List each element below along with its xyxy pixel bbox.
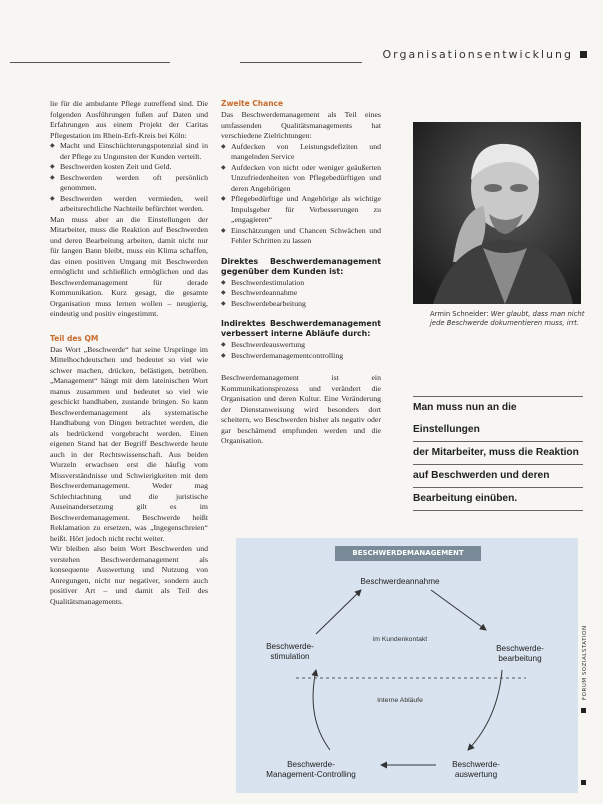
arrow-stimulation-annahme (316, 590, 361, 634)
node-line: bearbeitung (498, 654, 542, 663)
col1-heading: Teil des QM (50, 333, 99, 343)
node-line: Beschwerde- (452, 760, 500, 769)
pull-quote-line: Bearbeitung einüben. (413, 487, 583, 511)
portrait-photo (413, 122, 581, 304)
list-item: ◆ Einschätzungen und Chancen Schwächen und Fehler Schritten zu lassen (221, 226, 381, 247)
list-item: ◆ Macht und Einschüchterungspotenzial sind in der Pflege zu Ungunsten der Kunden verteilt. (50, 141, 208, 162)
list-item: ◆ Beschwerden werden oft persönlich genommen. (50, 173, 208, 194)
col2-intro: Das Beschwerdemanagement als Teil eines umfassenden Qualitätsmanagements hat verschiedene Zielrichtungen: (221, 110, 381, 140)
pull-quote-line: Man muss nun an die Einstellungen (413, 396, 583, 441)
node-line: Management-Controlling (266, 770, 356, 779)
header-rule-right (240, 62, 362, 63)
header-rule-left (10, 62, 170, 63)
node-line: Beschwerde- (287, 760, 335, 769)
side-square-icon (581, 708, 586, 713)
node-line: stimulation (270, 652, 310, 661)
list-item: ◆ Aufdecken von nicht oder weniger geäußerten Unzufriedenheiten von Pflegebedürftigen und deren Angehörigen (221, 163, 381, 195)
arrow-annahme-bearbeitung (431, 590, 486, 630)
list-item: ◆ Beschwerdebearbeitung (221, 299, 381, 310)
diagram-node-bearbeitung (480, 644, 560, 664)
list-item: ◆ Beschwerdemanagementcontrolling (221, 351, 381, 362)
pull-quote (413, 396, 583, 511)
col1-intro: lie für die ambulante Pflege zutreffend sind. Die folgenden Ausführungen fußen auf Daten und Erfahrungen aus einem Projekt der Caritas Pflegestation im Rhein-Erft-Kreis bei Köln: (50, 99, 208, 140)
portrait-illustration (413, 122, 581, 304)
caption-quote: Wer glaubt, dass man nicht jede Beschwerde dokumentieren muss, irrt. (430, 310, 585, 327)
header-square-icon (580, 51, 587, 58)
col2-bullet-list (221, 142, 381, 247)
photo-caption (430, 310, 590, 328)
diagram-node-annahme: Beschwerdeannahme (360, 577, 440, 586)
col2-paragraph: Beschwerdemanagement ist ein Kommunikationsprozess und verändert die Organisation und deren Kultur. Eine Veränderung der Dienstanweisung wird besonders dort scheitern, wo Beschwerden bisher als negativ oder gar beschämend empfunden werden und die Organisation. (221, 373, 381, 445)
col1-bullet-list (50, 141, 208, 215)
col1-paragraph: Wir bleiben also beim Wort Beschwerden und verstehen Beschwerdemanagement als konsequente Auswertung und Nutzung von Anregungen, nicht nur negativer, sondern auch positiver Art – und damit als Teil des Qualitätsmanagements. (50, 544, 208, 606)
direct-list (221, 278, 381, 310)
diagram-node-stimulation (250, 642, 330, 662)
node-line: Beschwerde- (496, 644, 544, 653)
pull-quote-line: auf Beschwerden und deren (413, 464, 583, 487)
caption-name: Armin Schneider: (430, 310, 489, 318)
list-item: ◆ Beschwerdestimulation (221, 278, 381, 289)
diagram-title: BESCHWERDEMANAGEMENT (335, 546, 481, 561)
zone-label-interne-ablaeufe: Interne Abläufe (377, 697, 423, 704)
diagram-node-controlling (246, 760, 376, 780)
col1-paragraph: Das Wort „Beschwerde“ hat seine Ursprünge im Mittelhochdeutschen und bedeutet so viel wie schwer machen, drücken, belästigen, betrüben. „Management“ hängt mit dem lateinischen Wort manus zusammen und bedeutet so viel wie geschickt handhaben, zustande bringen. So kann Beschwerdemanagement als systematische Handhabung von Dingen betrachtet werden, die als bedrückend vorgebracht werden. Einen eigenen Stand hat der Begriff Beschwerde heute auch in der Rechtswissenschaft. Aus beiden Wurzeln erwachsen erst die häufig vom Missverständnisse und Schwierigkeiten mit dem Beschwerdemanagement. Weder mag Schlechtachtung und die juristische Auseinandersetzung gilt es im Beschwerdemanagement. Beschwerde heißt Reklamation zu ersetzen, was „Ingegenschreien“ heißt. Hört jedoch nicht recht weiter. (50, 344, 208, 543)
list-item: ◆ Beschwerden werden vermieden, weil arbeitsrechtliche Nachteile befürchtet werden. (50, 194, 208, 215)
side-square-icon (581, 780, 586, 785)
list-item: ◆ Pflegebedürftige und Angehörige als wichtige Impulsgeber für Verbesserungen zu „engagieren“ (221, 194, 381, 226)
list-item: ◆ Aufdecken von Leistungsdefiziten und mangelnden Service (221, 142, 381, 163)
section-title: Organisationsentwicklung (382, 48, 573, 61)
node-line: auswertung (454, 770, 498, 779)
arrow-bearbeitung-auswertung (468, 670, 502, 750)
side-publication-label: FORUM SOZIALSTATION (582, 625, 588, 700)
list-item: ◆ Beschwerden kosten Zeit und Geld. (50, 162, 208, 173)
list-item: ◆ Beschwerdeauswertung (221, 340, 381, 351)
indirect-list (221, 340, 381, 361)
direct-heading: Direktes Beschwerdemanagement gegenüber dem Kunden ist: (221, 256, 381, 276)
indirect-heading: Indirektes Beschwerdemanagement verbessert interne Abläufe durch: (221, 319, 381, 338)
pull-quote-line: der Mitarbeiter, muss die Reaktion (413, 441, 583, 464)
col1-paragraph: Man muss aber an die Einstellungen der Mitarbeiter, muss die Reaktion auf Beschwerden und deren Bearbeitung arbeiten, damit nicht nur für langen Bann bleibt, muss ein Klima schaffen, das einen positiven Umgang mit Beschwerden ermöglicht und schließlich ermöglichen und das Beschwerdemanagement für derade Kommunikation. Kurz gesagt, die gesamte Organisation muss lernen wollen – neugierig, eindeutig und positiv eingestimmt. (50, 214, 208, 318)
list-item: ◆ Beschwerdeannahme (221, 288, 381, 299)
arrow-controlling-stimulation (313, 670, 330, 750)
zone-label-kundenkontakt: im Kundenkontakt (372, 636, 428, 643)
column-middle (221, 99, 381, 447)
diagram-node-auswertung (436, 760, 516, 780)
column-left (50, 99, 208, 607)
node-line: Beschwerde- (266, 642, 314, 651)
col2-heading: Zweite Chance (221, 99, 284, 108)
